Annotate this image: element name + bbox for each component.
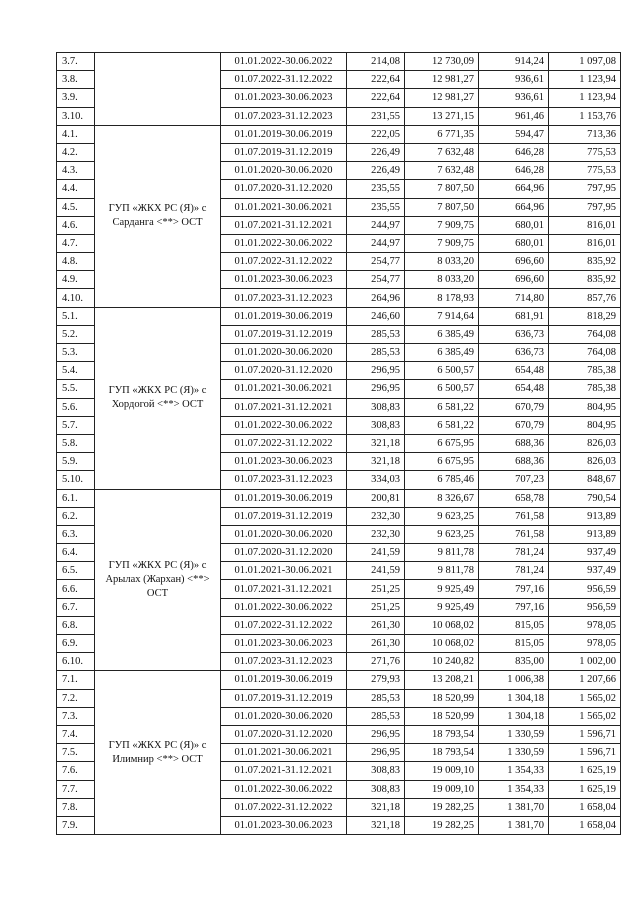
period-cell: 01.07.2022-31.12.2022 <box>221 798 347 816</box>
row-number-cell: 5.8. <box>57 434 95 452</box>
value-col3-cell: 707,23 <box>479 471 549 489</box>
value-col1-cell: 296,95 <box>347 725 405 743</box>
value-col3-cell: 961,46 <box>479 107 549 125</box>
value-col4-cell: 816,01 <box>549 234 621 252</box>
period-cell: 01.07.2022-31.12.2022 <box>221 434 347 452</box>
period-cell: 01.01.2023-30.06.2023 <box>221 453 347 471</box>
value-col3-cell: 680,01 <box>479 216 549 234</box>
value-col4-cell: 1 002,00 <box>549 653 621 671</box>
period-cell: 01.01.2021-30.06.2021 <box>221 198 347 216</box>
period-cell: 01.01.2020-30.06.2020 <box>221 162 347 180</box>
row-number-cell: 3.9. <box>57 89 95 107</box>
period-cell: 01.01.2019-30.06.2019 <box>221 671 347 689</box>
organization-cell: ГУП «ЖКХ РС (Я)» с Арылах (Жархан) <**> ОСТ <box>95 489 221 671</box>
value-col2-cell: 19 282,25 <box>405 816 479 834</box>
value-col1-cell: 321,18 <box>347 798 405 816</box>
value-col2-cell: 9 623,25 <box>405 507 479 525</box>
value-col2-cell: 6 385,49 <box>405 325 479 343</box>
value-col3-cell: 696,60 <box>479 253 549 271</box>
value-col4-cell: 1 153,76 <box>549 107 621 125</box>
row-number-cell: 6.2. <box>57 507 95 525</box>
value-col2-cell: 9 925,49 <box>405 598 479 616</box>
value-col4-cell: 764,08 <box>549 325 621 343</box>
organization-cell: ГУП «ЖКХ РС (Я)» с Илимнир <**> ОСТ <box>95 671 221 835</box>
period-cell: 01.07.2022-31.12.2022 <box>221 71 347 89</box>
period-cell: 01.07.2023-31.12.2023 <box>221 653 347 671</box>
value-col4-cell: 804,95 <box>549 416 621 434</box>
period-cell: 01.07.2022-31.12.2022 <box>221 253 347 271</box>
row-number-cell: 7.2. <box>57 689 95 707</box>
period-cell: 01.01.2019-30.06.2019 <box>221 307 347 325</box>
value-col1-cell: 226,49 <box>347 162 405 180</box>
value-col4-cell: 790,54 <box>549 489 621 507</box>
value-col4-cell: 797,95 <box>549 198 621 216</box>
row-number-cell: 5.3. <box>57 344 95 362</box>
value-col1-cell: 246,60 <box>347 307 405 325</box>
value-col1-cell: 285,53 <box>347 325 405 343</box>
period-cell: 01.01.2021-30.06.2021 <box>221 744 347 762</box>
period-cell: 01.01.2022-30.06.2022 <box>221 598 347 616</box>
value-col4-cell: 835,92 <box>549 271 621 289</box>
row-number-cell: 7.8. <box>57 798 95 816</box>
value-col2-cell: 13 271,15 <box>405 107 479 125</box>
value-col2-cell: 9 925,49 <box>405 580 479 598</box>
row-number-cell: 4.3. <box>57 162 95 180</box>
row-number-cell: 6.8. <box>57 616 95 634</box>
value-col3-cell: 815,05 <box>479 616 549 634</box>
value-col3-cell: 714,80 <box>479 289 549 307</box>
value-col2-cell: 12 981,27 <box>405 71 479 89</box>
row-number-cell: 6.3. <box>57 525 95 543</box>
value-col2-cell: 9 811,78 <box>405 562 479 580</box>
value-col1-cell: 244,97 <box>347 234 405 252</box>
row-number-cell: 4.10. <box>57 289 95 307</box>
period-cell: 01.01.2021-30.06.2021 <box>221 562 347 580</box>
value-col3-cell: 1 330,59 <box>479 725 549 743</box>
value-col1-cell: 235,55 <box>347 180 405 198</box>
value-col4-cell: 913,89 <box>549 525 621 543</box>
value-col2-cell: 12 981,27 <box>405 89 479 107</box>
value-col2-cell: 7 909,75 <box>405 216 479 234</box>
value-col1-cell: 226,49 <box>347 143 405 161</box>
value-col3-cell: 636,73 <box>479 325 549 343</box>
value-col1-cell: 296,95 <box>347 380 405 398</box>
value-col1-cell: 261,30 <box>347 635 405 653</box>
period-cell: 01.01.2021-30.06.2021 <box>221 380 347 398</box>
value-col2-cell: 13 208,21 <box>405 671 479 689</box>
value-col2-cell: 7 914,64 <box>405 307 479 325</box>
value-col4-cell: 797,95 <box>549 180 621 198</box>
period-cell: 01.07.2021-31.12.2021 <box>221 398 347 416</box>
value-col1-cell: 264,96 <box>347 289 405 307</box>
value-col2-cell: 6 581,22 <box>405 398 479 416</box>
row-number-cell: 5.4. <box>57 362 95 380</box>
value-col1-cell: 222,64 <box>347 89 405 107</box>
value-col4-cell: 804,95 <box>549 398 621 416</box>
value-col1-cell: 232,30 <box>347 525 405 543</box>
value-col4-cell: 913,89 <box>549 507 621 525</box>
value-col1-cell: 285,53 <box>347 707 405 725</box>
row-number-cell: 4.9. <box>57 271 95 289</box>
row-number-cell: 6.7. <box>57 598 95 616</box>
value-col2-cell: 6 581,22 <box>405 416 479 434</box>
value-col2-cell: 8 326,67 <box>405 489 479 507</box>
value-col1-cell: 241,59 <box>347 544 405 562</box>
value-col3-cell: 680,01 <box>479 234 549 252</box>
value-col1-cell: 308,83 <box>347 416 405 434</box>
table-row <box>57 489 621 507</box>
value-col4-cell: 713,36 <box>549 125 621 143</box>
period-cell: 01.07.2019-31.12.2019 <box>221 689 347 707</box>
row-number-cell: 7.1. <box>57 671 95 689</box>
value-col1-cell: 296,95 <box>347 362 405 380</box>
value-col1-cell: 296,95 <box>347 744 405 762</box>
period-cell: 01.01.2022-30.06.2022 <box>221 234 347 252</box>
value-col2-cell: 6 675,95 <box>405 453 479 471</box>
period-cell: 01.07.2023-31.12.2023 <box>221 289 347 307</box>
value-col3-cell: 664,96 <box>479 180 549 198</box>
value-col3-cell: 797,16 <box>479 598 549 616</box>
value-col4-cell: 1 097,08 <box>549 53 621 71</box>
value-col4-cell: 1 565,02 <box>549 689 621 707</box>
value-col4-cell: 816,01 <box>549 216 621 234</box>
value-col2-cell: 12 730,09 <box>405 53 479 71</box>
value-col2-cell: 6 771,35 <box>405 125 479 143</box>
period-cell: 01.01.2022-30.06.2022 <box>221 416 347 434</box>
row-number-cell: 5.6. <box>57 398 95 416</box>
value-col1-cell: 241,59 <box>347 562 405 580</box>
table-row <box>57 125 621 143</box>
value-col2-cell: 19 009,10 <box>405 762 479 780</box>
value-col4-cell: 1 596,71 <box>549 744 621 762</box>
value-col1-cell: 279,93 <box>347 671 405 689</box>
value-col2-cell: 6 500,57 <box>405 380 479 398</box>
value-col2-cell: 18 520,99 <box>405 689 479 707</box>
row-number-cell: 6.1. <box>57 489 95 507</box>
value-col2-cell: 8 033,20 <box>405 253 479 271</box>
value-col4-cell: 785,38 <box>549 380 621 398</box>
value-col2-cell: 19 009,10 <box>405 780 479 798</box>
value-col2-cell: 10 240,82 <box>405 653 479 671</box>
row-number-cell: 5.5. <box>57 380 95 398</box>
value-col1-cell: 232,30 <box>347 507 405 525</box>
row-number-cell: 7.9. <box>57 816 95 834</box>
value-col2-cell: 7 632,48 <box>405 162 479 180</box>
period-cell: 01.07.2019-31.12.2019 <box>221 325 347 343</box>
row-number-cell: 7.4. <box>57 725 95 743</box>
value-col3-cell: 654,48 <box>479 362 549 380</box>
row-number-cell: 4.4. <box>57 180 95 198</box>
value-col3-cell: 654,48 <box>479 380 549 398</box>
value-col2-cell: 7 632,48 <box>405 143 479 161</box>
period-cell: 01.07.2019-31.12.2019 <box>221 143 347 161</box>
value-col4-cell: 1 625,19 <box>549 762 621 780</box>
value-col3-cell: 1 381,70 <box>479 798 549 816</box>
value-col3-cell: 781,24 <box>479 544 549 562</box>
value-col1-cell: 285,53 <box>347 344 405 362</box>
value-col4-cell: 1 123,94 <box>549 71 621 89</box>
value-col4-cell: 857,76 <box>549 289 621 307</box>
row-number-cell: 6.5. <box>57 562 95 580</box>
period-cell: 01.01.2023-30.06.2023 <box>221 635 347 653</box>
value-col3-cell: 761,58 <box>479 525 549 543</box>
value-col2-cell: 7 909,75 <box>405 234 479 252</box>
value-col1-cell: 235,55 <box>347 198 405 216</box>
period-cell: 01.01.2023-30.06.2023 <box>221 816 347 834</box>
period-cell: 01.07.2021-31.12.2021 <box>221 216 347 234</box>
value-col2-cell: 19 282,25 <box>405 798 479 816</box>
value-col2-cell: 9 811,78 <box>405 544 479 562</box>
row-number-cell: 4.7. <box>57 234 95 252</box>
period-cell: 01.01.2019-30.06.2019 <box>221 125 347 143</box>
value-col1-cell: 251,25 <box>347 598 405 616</box>
row-number-cell: 4.8. <box>57 253 95 271</box>
row-number-cell: 4.5. <box>57 198 95 216</box>
row-number-cell: 7.3. <box>57 707 95 725</box>
value-col3-cell: 914,24 <box>479 53 549 71</box>
value-col4-cell: 1 207,66 <box>549 671 621 689</box>
organization-cell <box>95 53 221 126</box>
period-cell: 01.07.2023-31.12.2023 <box>221 471 347 489</box>
period-cell: 01.07.2020-31.12.2020 <box>221 362 347 380</box>
value-col4-cell: 764,08 <box>549 344 621 362</box>
value-col3-cell: 1 381,70 <box>479 816 549 834</box>
value-col1-cell: 244,97 <box>347 216 405 234</box>
value-col1-cell: 321,18 <box>347 816 405 834</box>
tariff-table-body <box>57 53 621 835</box>
row-number-cell: 6.4. <box>57 544 95 562</box>
value-col3-cell: 761,58 <box>479 507 549 525</box>
period-cell: 01.07.2020-31.12.2020 <box>221 544 347 562</box>
row-number-cell: 4.1. <box>57 125 95 143</box>
value-col1-cell: 261,30 <box>347 616 405 634</box>
value-col3-cell: 594,47 <box>479 125 549 143</box>
value-col2-cell: 6 385,49 <box>405 344 479 362</box>
period-cell: 01.01.2023-30.06.2023 <box>221 89 347 107</box>
value-col2-cell: 9 623,25 <box>405 525 479 543</box>
value-col1-cell: 254,77 <box>347 253 405 271</box>
value-col3-cell: 1 330,59 <box>479 744 549 762</box>
period-cell: 01.01.2019-30.06.2019 <box>221 489 347 507</box>
value-col4-cell: 1 123,94 <box>549 89 621 107</box>
value-col3-cell: 1 354,33 <box>479 762 549 780</box>
value-col3-cell: 670,79 <box>479 416 549 434</box>
period-cell: 01.07.2023-31.12.2023 <box>221 107 347 125</box>
value-col3-cell: 936,61 <box>479 71 549 89</box>
tariff-table <box>56 52 621 835</box>
value-col2-cell: 10 068,02 <box>405 616 479 634</box>
row-number-cell: 7.7. <box>57 780 95 798</box>
table-row <box>57 671 621 689</box>
row-number-cell: 3.10. <box>57 107 95 125</box>
value-col3-cell: 636,73 <box>479 344 549 362</box>
value-col1-cell: 254,77 <box>347 271 405 289</box>
value-col1-cell: 321,18 <box>347 453 405 471</box>
value-col3-cell: 781,24 <box>479 562 549 580</box>
value-col4-cell: 835,92 <box>549 253 621 271</box>
value-col3-cell: 1 304,18 <box>479 707 549 725</box>
value-col4-cell: 818,29 <box>549 307 621 325</box>
value-col1-cell: 271,76 <box>347 653 405 671</box>
period-cell: 01.01.2020-30.06.2020 <box>221 707 347 725</box>
row-number-cell: 5.9. <box>57 453 95 471</box>
period-cell: 01.01.2020-30.06.2020 <box>221 344 347 362</box>
value-col3-cell: 696,60 <box>479 271 549 289</box>
value-col4-cell: 1 658,04 <box>549 816 621 834</box>
period-cell: 01.01.2020-30.06.2020 <box>221 525 347 543</box>
row-number-cell: 5.1. <box>57 307 95 325</box>
period-cell: 01.07.2021-31.12.2021 <box>221 580 347 598</box>
value-col1-cell: 334,03 <box>347 471 405 489</box>
value-col3-cell: 688,36 <box>479 453 549 471</box>
value-col1-cell: 285,53 <box>347 689 405 707</box>
value-col4-cell: 956,59 <box>549 598 621 616</box>
period-cell: 01.07.2022-31.12.2022 <box>221 616 347 634</box>
value-col4-cell: 978,05 <box>549 635 621 653</box>
value-col4-cell: 848,67 <box>549 471 621 489</box>
row-number-cell: 3.8. <box>57 71 95 89</box>
value-col1-cell: 214,08 <box>347 53 405 71</box>
value-col4-cell: 826,03 <box>549 434 621 452</box>
value-col2-cell: 6 675,95 <box>405 434 479 452</box>
value-col3-cell: 835,00 <box>479 653 549 671</box>
value-col2-cell: 7 807,50 <box>405 180 479 198</box>
row-number-cell: 3.7. <box>57 53 95 71</box>
value-col1-cell: 231,55 <box>347 107 405 125</box>
value-col1-cell: 308,83 <box>347 398 405 416</box>
value-col4-cell: 775,53 <box>549 143 621 161</box>
row-number-cell: 4.6. <box>57 216 95 234</box>
period-cell: 01.07.2020-31.12.2020 <box>221 180 347 198</box>
value-col1-cell: 200,81 <box>347 489 405 507</box>
value-col1-cell: 222,64 <box>347 71 405 89</box>
row-number-cell: 4.2. <box>57 143 95 161</box>
period-cell: 01.07.2020-31.12.2020 <box>221 725 347 743</box>
value-col2-cell: 10 068,02 <box>405 635 479 653</box>
period-cell: 01.07.2019-31.12.2019 <box>221 507 347 525</box>
value-col4-cell: 1 625,19 <box>549 780 621 798</box>
row-number-cell: 6.9. <box>57 635 95 653</box>
value-col1-cell: 308,83 <box>347 780 405 798</box>
value-col3-cell: 646,28 <box>479 162 549 180</box>
value-col3-cell: 797,16 <box>479 580 549 598</box>
value-col2-cell: 8 033,20 <box>405 271 479 289</box>
row-number-cell: 5.2. <box>57 325 95 343</box>
row-number-cell: 5.10. <box>57 471 95 489</box>
table-row <box>57 53 621 71</box>
value-col2-cell: 6 500,57 <box>405 362 479 380</box>
period-cell: 01.01.2022-30.06.2022 <box>221 780 347 798</box>
value-col4-cell: 785,38 <box>549 362 621 380</box>
value-col2-cell: 18 793,54 <box>405 725 479 743</box>
value-col3-cell: 646,28 <box>479 143 549 161</box>
value-col2-cell: 8 178,93 <box>405 289 479 307</box>
row-number-cell: 6.10. <box>57 653 95 671</box>
period-cell: 01.01.2022-30.06.2022 <box>221 53 347 71</box>
value-col4-cell: 937,49 <box>549 562 621 580</box>
value-col3-cell: 664,96 <box>479 198 549 216</box>
organization-cell: ГУП «ЖКХ РС (Я)» с Хордогой <**> ОСТ <box>95 307 221 489</box>
value-col3-cell: 1 304,18 <box>479 689 549 707</box>
value-col2-cell: 18 520,99 <box>405 707 479 725</box>
value-col1-cell: 308,83 <box>347 762 405 780</box>
value-col3-cell: 658,78 <box>479 489 549 507</box>
value-col4-cell: 826,03 <box>549 453 621 471</box>
row-number-cell: 5.7. <box>57 416 95 434</box>
value-col3-cell: 670,79 <box>479 398 549 416</box>
value-col4-cell: 956,59 <box>549 580 621 598</box>
period-cell: 01.01.2023-30.06.2023 <box>221 271 347 289</box>
value-col4-cell: 1 565,02 <box>549 707 621 725</box>
value-col3-cell: 936,61 <box>479 89 549 107</box>
value-col4-cell: 1 658,04 <box>549 798 621 816</box>
value-col1-cell: 222,05 <box>347 125 405 143</box>
value-col2-cell: 18 793,54 <box>405 744 479 762</box>
value-col3-cell: 688,36 <box>479 434 549 452</box>
value-col4-cell: 775,53 <box>549 162 621 180</box>
table-row <box>57 307 621 325</box>
organization-cell: ГУП «ЖКХ РС (Я)» с Сарданга <**> ОСТ <box>95 125 221 307</box>
row-number-cell: 6.6. <box>57 580 95 598</box>
value-col2-cell: 7 807,50 <box>405 198 479 216</box>
value-col4-cell: 978,05 <box>549 616 621 634</box>
period-cell: 01.07.2021-31.12.2021 <box>221 762 347 780</box>
value-col3-cell: 681,91 <box>479 307 549 325</box>
value-col3-cell: 815,05 <box>479 635 549 653</box>
value-col4-cell: 1 596,71 <box>549 725 621 743</box>
value-col4-cell: 937,49 <box>549 544 621 562</box>
value-col1-cell: 251,25 <box>347 580 405 598</box>
value-col1-cell: 321,18 <box>347 434 405 452</box>
row-number-cell: 7.5. <box>57 744 95 762</box>
value-col3-cell: 1 354,33 <box>479 780 549 798</box>
value-col2-cell: 6 785,46 <box>405 471 479 489</box>
row-number-cell: 7.6. <box>57 762 95 780</box>
value-col3-cell: 1 006,38 <box>479 671 549 689</box>
